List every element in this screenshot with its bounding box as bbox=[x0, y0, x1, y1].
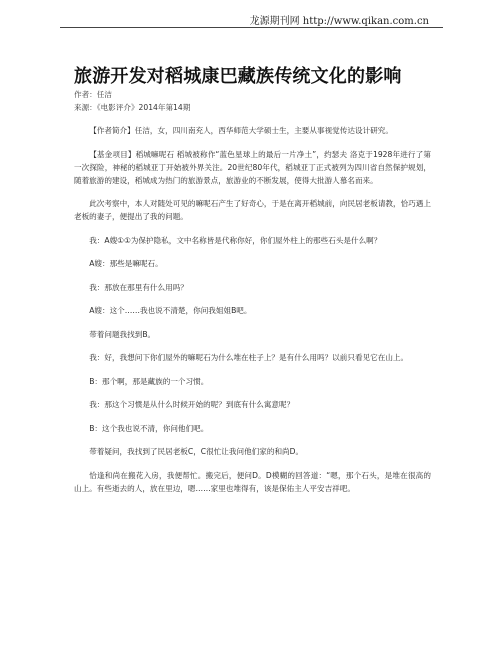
fund-project-paragraph: 【基金项目】稻城嘛呢石 稻城被称作“蓝色星球上的最后一片净土”，约瑟夫 洛克于1928年进行了第一次探险，神秘的稻城亚丁开始被外界关注。20世纪80年代，稻城亚丁正式被列为四川省自然保护规划，随着旅游的建设，稻城成为热门的旅游景点，旅游业的不断发展，使得大批游人慕名而来。 bbox=[74, 149, 431, 185]
dialogue-paragraph: 我：那这个习惯是从什么时候开始的呢？到底有什么寓意呢？ bbox=[89, 400, 295, 409]
dialogue-paragraph: A嫂：那些是嘛呢石。 bbox=[89, 259, 163, 268]
site-header: 龙源期刊网 http://www.qikan.com.cn bbox=[249, 16, 429, 27]
article-body bbox=[74, 124, 431, 505]
body-paragraph: 此次考察中，本人对随处可见的嘛呢石产生了好奇心，于是在离开稻城前，向民居老板请教，恰巧遇上老板的妻子，便提出了我的问题。 bbox=[74, 199, 431, 221]
dialogue-paragraph: 我：好，我想问下你们屋外的嘛呢石为什么堆在柱子上？是有什么用吗？以前只看见它在山上。 bbox=[89, 353, 409, 362]
header-divider bbox=[60, 27, 443, 28]
dialogue-paragraph: 我：A嫂①①为保护隐私，文中名称皆是代称你好，你们屋外柱上的那些石头是什么啊？ bbox=[89, 235, 382, 245]
article-title: 旅游开发对稻城康巴藏族传统文化的影响 bbox=[74, 66, 402, 87]
dialogue-paragraph: A嫂：这个……我也说不清楚，你问我姐姐B吧。 bbox=[89, 306, 252, 315]
body-paragraph: 带着问题我找到B。 bbox=[89, 329, 156, 339]
body-paragraph: 恰逢和尚在搬花入房，我便帮忙。搬完后，便问D。D模糊的回答道：“嗯，那个石头，是堆在很高的山上。有些逝去的人，放在里边，嗯……家里也堆得有，该是保佑主人平安吉祥吧。 bbox=[74, 470, 431, 493]
body-paragraph: 带着疑问，我找到了民居老板C，C很忙让我问他们家的和尚D。 bbox=[89, 447, 304, 456]
article-source: 来源：《电影评介》2014年第14期 bbox=[74, 103, 191, 112]
dialogue-paragraph: 我：那放在那里有什么用吗？ bbox=[89, 282, 188, 292]
author-bio-paragraph: 【作者简介】任洁，女，四川南充人，西华师范大学硕士生，主要从事视觉传达设计研究。 bbox=[89, 126, 393, 135]
article-author: 作者：任洁 bbox=[74, 90, 112, 99]
dialogue-paragraph: B：这个我也说不清，你问他们吧。 bbox=[89, 423, 209, 433]
dialogue-paragraph: B：那个啊，那是藏族的一个习惯。 bbox=[89, 376, 209, 386]
